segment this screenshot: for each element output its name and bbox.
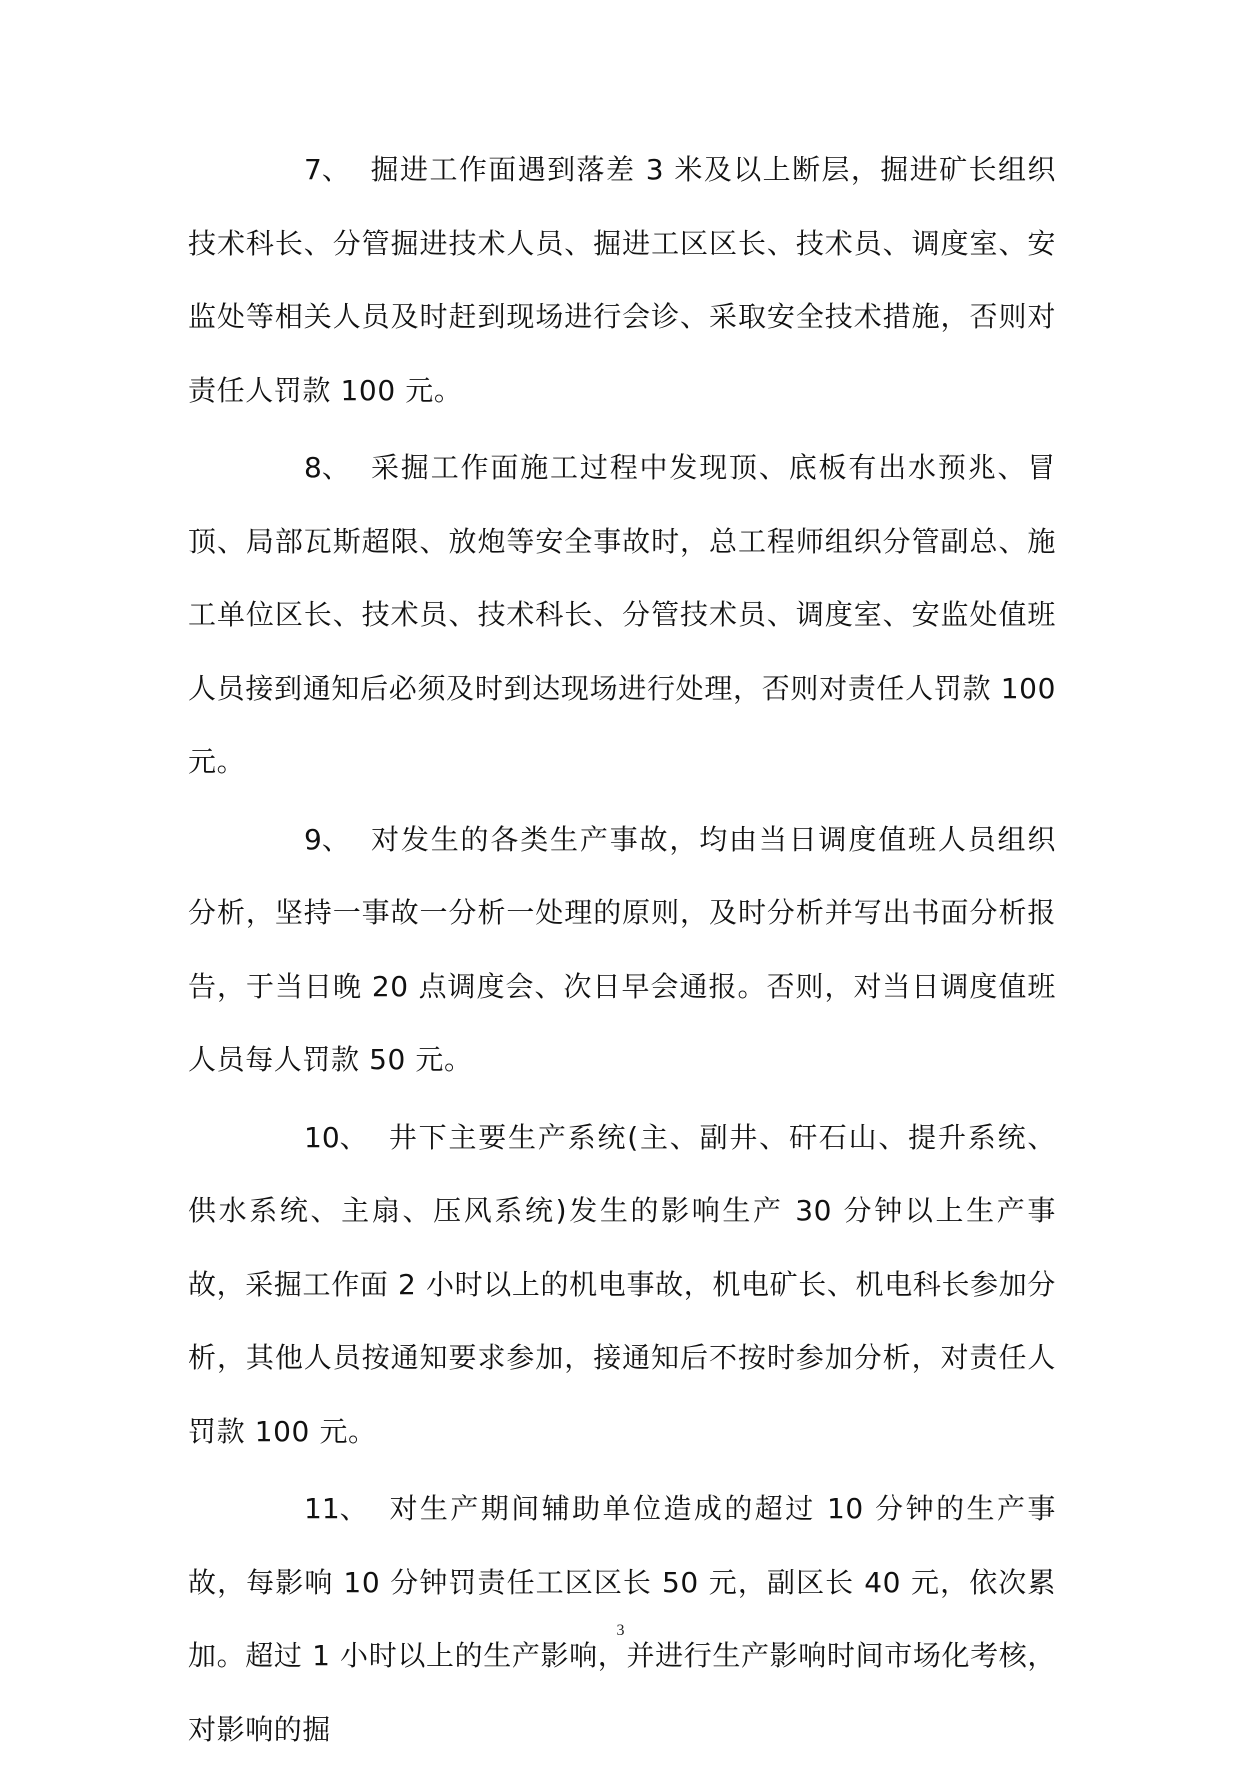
paragraph-9 bbox=[188, 803, 1056, 1097]
paragraph-text: 对生产期间辅助单位造成的超过 10 分钟的生产事故，每影响 10 分钟罚责任工区区长 50 元，副区长 40 元，依次累加。超过 1 小时以上的生产影响，并进行生产影响时间市场化考核，对影响的掘 bbox=[188, 1492, 1056, 1746]
page-number: 3 bbox=[616, 1622, 625, 1639]
paragraph-number: 10、 bbox=[304, 1120, 368, 1154]
paragraph-number: 11、 bbox=[304, 1492, 368, 1525]
paragraph-7 bbox=[188, 133, 1056, 427]
paragraph-text: 采掘工作面施工过程中发现顶、底板有出水预兆、冒顶、局部瓦斯超限、放炮等安全事故时，总工程师组织分管副总、施工单位区长、技术员、技术科长、分管技术员、调度室、安监处值班人员接到通知后必须及时到达现场进行处理，否则对责任人罚款 100 元。 bbox=[188, 451, 1056, 778]
document-body bbox=[188, 133, 1056, 1770]
paragraph-text: 对发生的各类生产事故，均由当日调度值班人员组织分析，坚持一事故一分析一处理的原则，及时分析并写出书面分析报告，于当日晚 20 点调度会、次日早会通报。否则，对当日调度值班人员每人罚款 50 元。 bbox=[188, 822, 1056, 1076]
paragraph-text: 掘进工作面遇到落差 3 米及以上断层，掘进矿长组织技术科长、分管掘进技术人员、掘进工区区长、技术员、调度室、安监处等相关人员及时赶到现场进行会诊、采取安全技术措施，否则对责任人罚款 100 元。 bbox=[188, 153, 1056, 407]
paragraph-text: 井下主要生产系统(主、副井、矸石山、提升系统、供水系统、主扇、压风系统)发生的影响生产 30 分钟以上生产事故，采掘工作面 2 小时以上的机电事故，机电矿长、机电科长参加分析，其他人员按通知要求参加，接通知后不按时参加分析，对责任人罚款 100 元。 bbox=[188, 1120, 1056, 1448]
paragraph-8 bbox=[188, 431, 1056, 799]
paragraph-number: 7、 bbox=[304, 153, 350, 186]
paragraph-number: 9、 bbox=[304, 822, 350, 856]
paragraph-number: 8、 bbox=[304, 451, 350, 484]
paragraph-10 bbox=[188, 1101, 1056, 1469]
paragraph-11 bbox=[188, 1472, 1056, 1766]
